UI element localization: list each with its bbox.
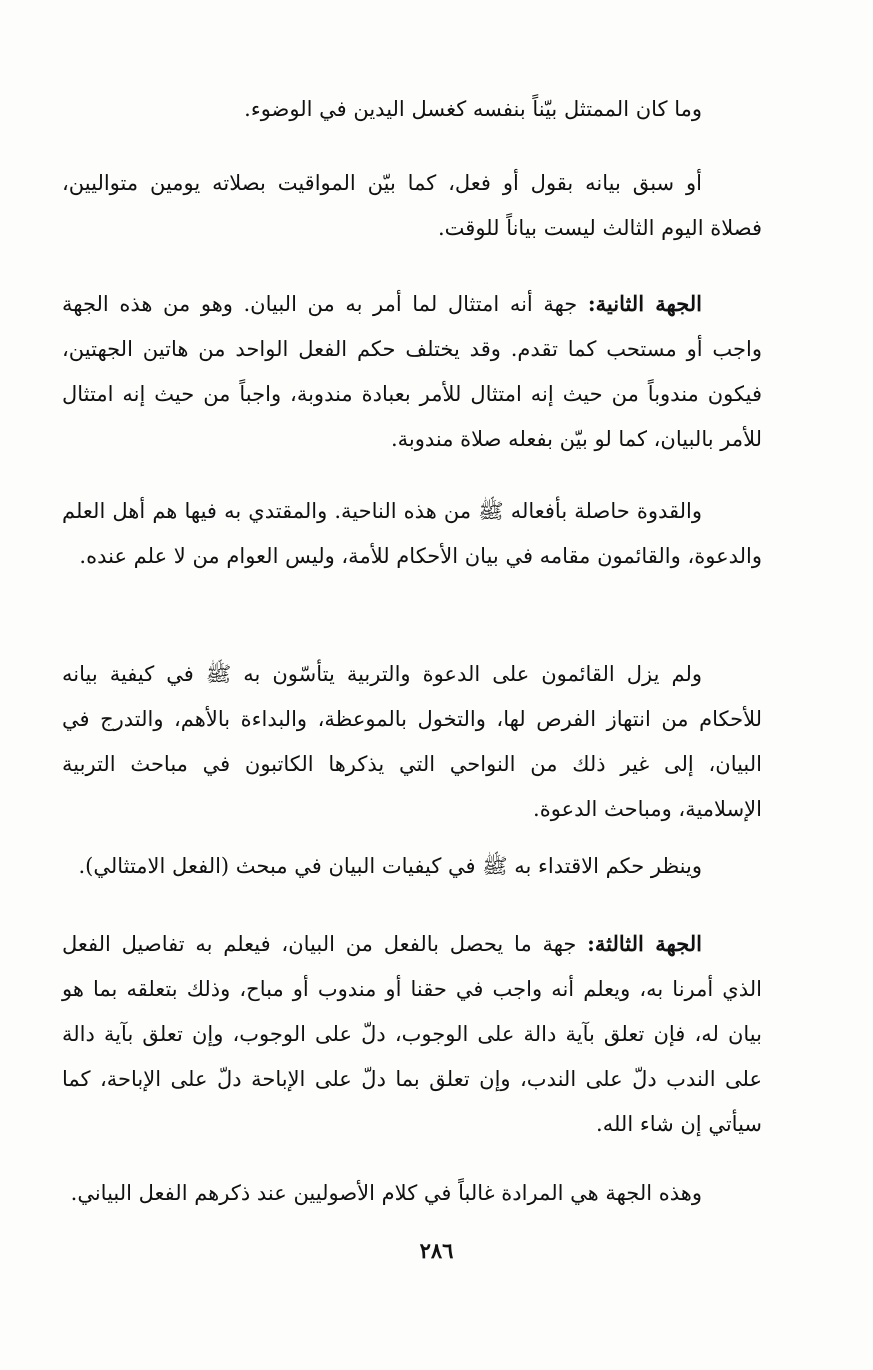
paragraph-2-text: أو سبق بيانه بقول أو فعل، كما بيّن المواقيت بصلاته يومين متواليين، فصلاة اليوم الثالث ليست بياناً للوقت. [62, 171, 762, 240]
paragraph-7-lead: الجهة الثالثة: [587, 931, 702, 956]
paragraph-8-text: وهذه الجهة هي المرادة غالباً في كلام الأصوليين عند ذكرهم الفعل البياني. [70, 1181, 702, 1205]
paragraph-6-text: وينظر حكم الاقتداء به ﷺ في كيفيات البيان في مبحث (الفعل الامتثالي). [78, 854, 702, 878]
paragraph-8 [62, 1170, 762, 1216]
paragraph-7-text: جهة ما يحصل بالفعل من البيان، فيعلم به تفاصيل الفعل الذي أمرنا به، ويعلم أنه واجب في حقنا أو مندوب أو مباح، وذلك بتعلقه بما هو بيان له، فإن تعلق بآية دالة على الوجوب، دلّ على الوجوب، وإن تعلق بآية دالة على الندب دلّ على الندب، وإن تعلق بما دلّ على الإباحة دلّ على الإباحة، كما سيأتي إن شاء الله. [62, 932, 762, 1136]
paragraph-1 [62, 86, 762, 132]
paragraph-5-text: ولم يزل القائمون على الدعوة والتربية يتأسّون به ﷺ في كيفية بيانه للأحكام من انتهاز الفرص لها، والتخول بالموعظة، والبداءة بالأهم، والتدرج في البيان، إلى غير ذلك من النواحي التي يذكرها الكاتبون في مباحث التربية الإسلامية، ومباحث الدعوة. [62, 662, 762, 821]
paragraph-4 [62, 488, 762, 579]
paragraph-3-text: جهة أنه امتثال لما أمر به من البيان. وهو من هذه الجهة واجب أو مستحب كما تقدم. وقد يختلف حكم الفعل الواحد من هاتين الجهتين، فيكون مندوباً من حيث إنه امتثال للأمر بعبادة مندوبة، واجباً من حيث إنه امتثال للأمر بالبيان، كما لو بيّن بفعله صلاة مندوبة. [62, 292, 762, 451]
paragraph-3 [62, 281, 762, 462]
paragraph-3-lead: الجهة الثانية: [587, 291, 702, 316]
paragraph-2 [62, 160, 762, 251]
paragraph-4-text: والقدوة حاصلة بأفعاله ﷺ من هذه الناحية. والمقتدي به فيها هم أهل العلم والدعوة، والقائمون مقامه في بيان الأحكام للأمة، وليس العوام من لا علم عنده. [62, 499, 762, 568]
paragraph-6 [62, 843, 762, 889]
paragraph-5 [62, 651, 762, 832]
page-number: ٢٨٦ [419, 1238, 454, 1263]
paragraph-7 [62, 921, 762, 1147]
paragraph-1-text: وما كان الممتثل بيّناً بنفسه كغسل اليدين في الوضوء. [244, 97, 702, 121]
